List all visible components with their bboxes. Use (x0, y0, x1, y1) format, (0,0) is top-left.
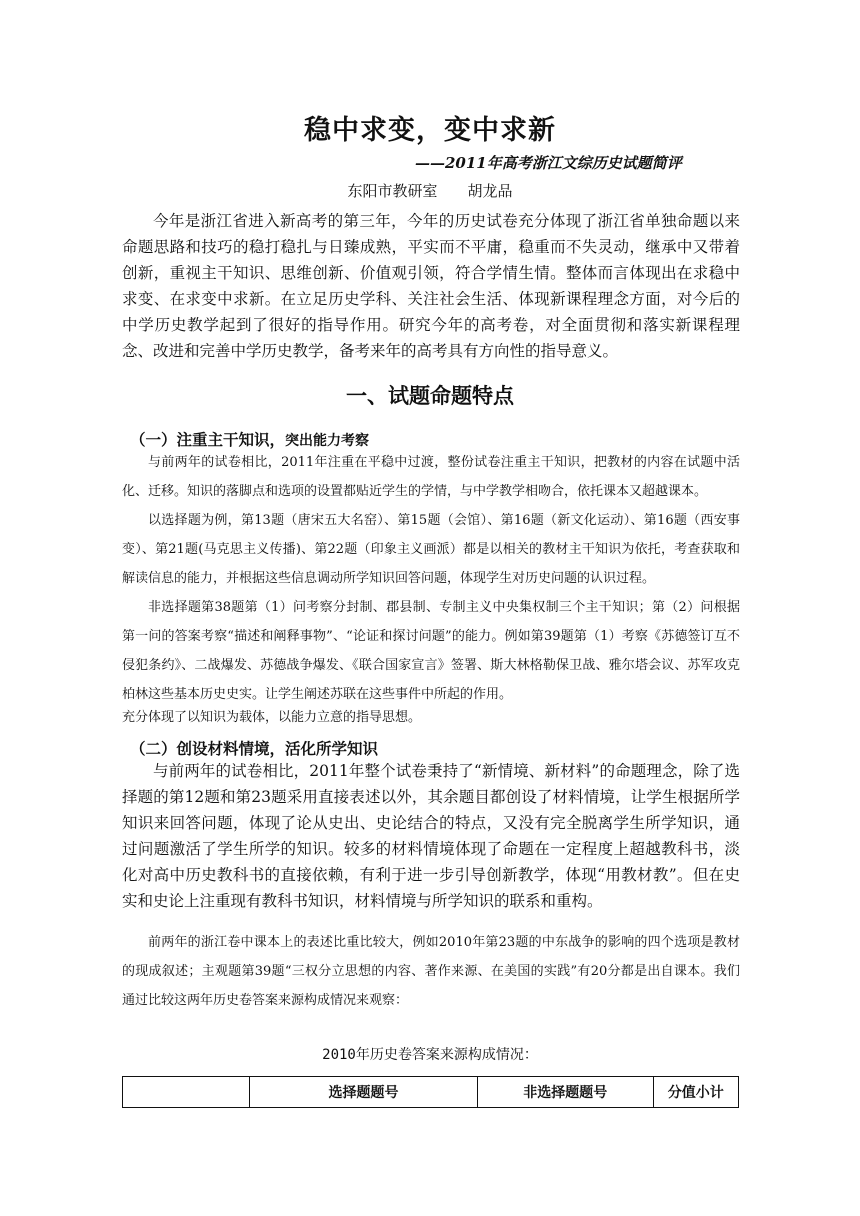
author-line (0, 180, 860, 201)
section-heading: 一、试题命题特点 (346, 383, 514, 408)
paragraph-3: 非选择题第38题第（1）问考察分封制、郡县制、专制主义中央集权制三个主干知识；第（2）问根据第一问的答案考察“描述和阐释事物”、“论证和探讨问题”的能力。例如第39题第（1）考察《苏德签订互不侵犯条约》、二战爆发、苏德战争爆发、《联合国家宣言》签署、斯大林格勒保卫战、雅尔塔会议、苏军攻克柏林这些基本历史史实。让学生阐述苏联在这些事件中所起的作用。 (122, 600, 740, 702)
page-subtitle: ——2011年高考浙江文综历史试题简评 (415, 154, 682, 172)
author-org: 东阳市教研室 (347, 182, 438, 200)
answer-source-table (122, 1076, 739, 1108)
subsection-1-part2: 突出能力考察 (285, 433, 370, 449)
paragraph-1: 与前两年的试卷相比，2011年注重在平稳中过渡，整份试卷注重主干知识，把教材的内容在试题中活化、迁移。知识的落脚点和选项的设置都贴近学生的学情，与中学教学相吻合，依托课本又超越课本。 (122, 455, 740, 499)
table-header-cell (123, 1077, 250, 1108)
intro-paragraph: 今年是浙江省进入新高考的第三年，今年的历史试卷充分体现了浙江省单独命题以来命题思路和技巧的稳打稳扎与日臻成熟，平实而不平庸，稳重而不失灵动，继承中又带着创新，重视主干知识、思维创新、价值观引领，符合学情生情。整体而言体现出在求稳中求变、在求变中求新。在立足历史学科、关注社会生活、体现新课程理念方面，对今后的中学历史教学起到了很好的指导作用。研究今年的高考卷，对全面贯彻和落实新课程理念、改进和完善中学历史教学，备考来年的高考具有方向性的指导意义。 (122, 212, 740, 360)
subsection-heading-2: （二）创设材料情境，活化所学知识 (130, 739, 379, 758)
paragraph-4: 与前两年的试卷相比，2011年整个试卷秉持了“新情境、新材料”的命题理念，除了选择题的第12题和第23题采用直接表述以外，其余题目都创设了材料情境，让学生根据所学知识来回答问题，体现了论从史出、史论结合的特点，又没有完全脱离学生所学知识，通过问题激活了学生所学的知识。较多的材料情境体现了命题在一定程度上超越教科书，淡化对高中历史教科书的直接依赖，有利于进一步引导创新教学，体现“用教材教”。但在史实和史论上注重现有教科书知识，材料情境与所学知识的联系和重构。 (122, 762, 740, 910)
paragraph-2: 以选择题为例，第13题（唐宋五大名窑）、第15题（会馆）、第16题（新文化运动）、第16题（西安事变）、第21题(马克思主义传播)、第22题（印象主义画派）都是以相关的教材主干知识为依托，考查获取和解读信息的能力，并根据这些信息调动所学知识回答问题，体现学生对历史问题的认识过程。 (122, 513, 740, 586)
author-name: 胡龙品 (467, 182, 513, 200)
subsection-1-part1: （一）注重主干知识， (130, 430, 286, 449)
subsection-heading-1 (130, 428, 369, 450)
paragraph-3-end: 充分体现了以知识为载体，以能力立意的指导思想。 (122, 710, 422, 725)
page-title: 稳中求变，变中求新 (304, 115, 556, 146)
table-header-cell: 选择题题号 (249, 1077, 477, 1108)
table-header-cell: 非选择题题号 (478, 1077, 654, 1108)
table-caption: 2010年历史卷答案来源构成情况： (322, 1047, 538, 1063)
paragraph-5: 前两年的浙江卷中课本上的表述比重比较大，例如2010年第23题的中东战争的影响的四个选项是教材的现成叙述；主观题第39题“三权分立思想的内容、著作来源、在美国的实践”有20分都是出自课本。我们通过比较这两年历史卷答案来源构成情况来观察： (122, 935, 740, 1008)
table-header-cell: 分值小计 (653, 1077, 738, 1108)
table-header-row (123, 1077, 739, 1108)
